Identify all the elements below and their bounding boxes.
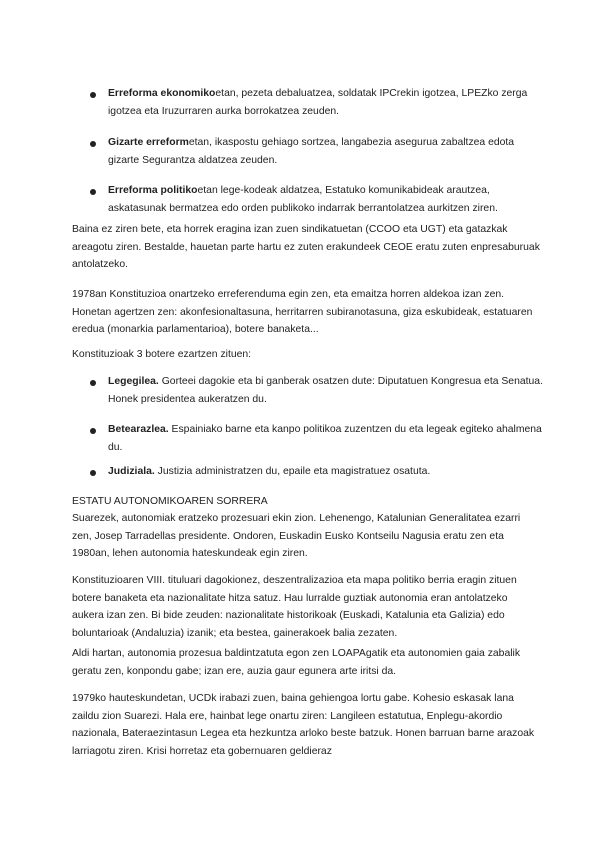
bullet-icon — [90, 428, 96, 434]
list-item: Judiziala. Justizia administratzen du, epaile eta magistratuez osatuta. — [108, 466, 431, 477]
list-item: Erreforma ekonomikoetan, pezeta debaluatzea, soldatak IPCrekin igotzea, LPEZko zerga igotzea eta Iruzurraren aurka borrokatzea zeuden. — [108, 88, 528, 117]
paragraph: Konstituzioak 3 botere ezartzen zituen: — [72, 349, 252, 360]
list-item: Legegilea. Gorteei dagokie eta bi ganberak osatzen dute: Diputatuen Kongresua eta Senatua. Honek presidentea aukeratzen du. — [108, 376, 543, 405]
section-heading: ESTATU AUTONOMIKOAREN SORRERA — [72, 496, 268, 507]
bullet-icon — [90, 380, 96, 386]
paragraph: 1979ko hauteskundetan, UCDk irabazi zuen, baina gehiengoa lortu gabe. Kohesio eskasak lana zaildu zion Suarezi. Hala ere, hainbat lege onartu ziren: Langileen estatutua, Enplegu-akordio nazionala, Bateraezintasun Legea eta hezkuntza arloko beste batzuk. Honen barruan barne arazoak larriagotu ziren. Krisi horretaz eta gobernuaren geldieraz — [72, 693, 535, 757]
bullet-icon — [90, 92, 96, 98]
bullet-icon — [90, 189, 96, 195]
list-item: Gizarte erreformetan, ikaspostu gehiago sortzea, langabezia asegurua zabaltzea edota gizarte Segurantza aldatzea zeuden. — [108, 137, 515, 166]
list-item: Betearazlea. Espainiako barne eta kanpo politikoa zuzentzen du eta legeak egiteko ahalmena du. — [108, 424, 542, 453]
bullet-icon — [90, 470, 96, 476]
paragraph: Suarezek, autonomiak eratzeko prozesuari ekin zion. Lehenengo, Katalunian Generalitatea ezarri zen, Josep Tarradellas presidente. Ondoren, Euskadin Eusko Kontseilu Nagusia eratu zen eta 1980an, lehen autonomia hateskundeak egin ziren. — [72, 513, 521, 560]
paragraph: Konstituzioaren VIII. tituluari dagokionez, deszentralizazioa eta mapa politiko berria eragin zituen botere banaketa eta nazionalitate hitza satuz. Hau lurralde guztiak autonomia eran antolatzeko aukera izan zen. Bi bide zeuden: nazionalitate historikoak (Euskadi, Katalunia eta Galizia) edo boluntarioak (Andaluzia) izanik; eta bestea, gainerakoek balia zezaten. — [72, 575, 517, 639]
list-item: Erreforma politikoetan lege-kodeak aldatzea, Estatuko komunikabideak arautzea, askatasunak bermatzea edo orden publikoko indarrak berrantolatzea aurkitzen ziren. — [108, 185, 498, 214]
paragraph: 1978an Konstituzioa onartzeko erreferenduma egin zen, eta emaitza horren aldekoa izan zen. Honetan agertzen zen: akonfesionaltasuna, herritarren subiranotasuna, giza eskubideak, estatuaren eredua (monarkia parlamentarioa), botere banaketa... — [72, 289, 533, 336]
paragraph: Baina ez ziren bete, eta horrek eragina izan zuen sindikatuetan (CCOO eta UGT) eta gatazkak areagotu ziren. Bestalde, hauetan parte hartu ez zuten erakundeek CEOE eratu zuten enpresaburuak antolatzeko. — [72, 224, 540, 271]
paragraph: Aldi hartan, autonomia prozesua baldintzatuta egon zen LOAPAgatik eta autonomien gaia zabalik geratu zen, konpondu gabe; izan ere, auzia gaur egunera arte iritsi da. — [72, 648, 521, 677]
bullet-icon — [90, 141, 96, 147]
